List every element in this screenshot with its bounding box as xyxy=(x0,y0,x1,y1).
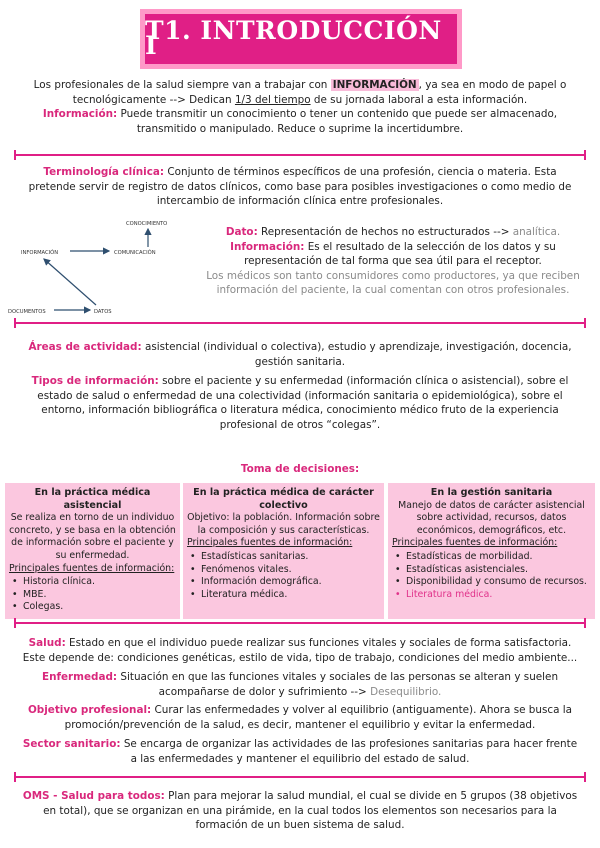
title-banner xyxy=(140,9,462,69)
node-conocimiento: CONOCIMIENTO xyxy=(126,221,168,227)
node-comunicacion: COMUNICACIÓN xyxy=(114,250,156,256)
divider xyxy=(14,618,586,628)
list-item: • Literatura médica. xyxy=(392,589,591,602)
tipos-section: Tipos de información: sobre el paciente y su enfermedad (información clínica o asistencial), sobre el estado de salud o enfermedad de una colectividad (información sanitaria o epidemiológica), sobre el entorno, información bibliográfica o literatura médica, conocimiento médico fruto de la experiencia profesional de otros “colegas”. xyxy=(31,375,569,431)
divider xyxy=(14,150,586,160)
oms-section: OMS - Salud para todos: Plan para mejorar la salud mundial, el cual se divide en 5 grupos (38 objetivos en total), que se organizan en una pirámide, en la cual todos los elementos son necesarios para la formación de un buen sistema de salud. xyxy=(22,790,578,832)
list-item: • MBE. xyxy=(9,589,176,602)
decision-column-asistencial: En la práctica médica asistencial Se realiza en torno de un individuo concreto, y se basa en la obtención de información sobre el paciente y su enfermedad. Principales fuentes de información: • Historia clínica. • MBE. • Colegas. xyxy=(5,483,180,619)
information-diagram xyxy=(6,217,201,317)
node-datos: DATOS xyxy=(94,309,112,315)
terminologia-section: Terminología clínica: Conjunto de términos específicos de una profesión, ciencia o materia. Esta pretende servir de registro de datos clínicos, como base para posibles investigaciones o como medio de intercambio de información clínica entre profesionales. xyxy=(28,166,572,208)
list-item: • Fenómenos vitales. xyxy=(187,564,380,577)
arrow-diagonal xyxy=(44,259,96,305)
divider xyxy=(14,318,586,328)
informacion-def-2: transmitido o manipulado. Reduce o suprime la incertidumbre. xyxy=(136,122,464,135)
sector-section: Sector sanitario: Se encarga de organizar las actividades de las profesiones sanitarias para hacer frente a las enfermedades y mantener el equilibrio del estado de salud. xyxy=(22,738,578,765)
areas-section: Áreas de actividad: asistencial (individual o colectiva), estudio y aprendizaje, investigación, docencia, gestión sanitaria. xyxy=(28,341,572,368)
decision-column-gestion: En la gestión sanitaria Manejo de datos de carácter asistencial sobre actividad, recursos, datos económicos, demográficos, etc. Principales fuentes de información: • Estadísticas de morbilidad. • Estadísticas asistenciales. • Disponibilidad y consumo de recursos. • Literatura médica. xyxy=(388,483,595,619)
list-item: • Estadísticas de morbilidad. xyxy=(392,551,591,564)
definitions-section: Dato: Representación de hechos no estructurados --> analítica. Información: Es el resultado de la selección de los datos y su representación de tal forma que sea útil para el receptor. Los médicos son tanto consumidores como productores, ya que reciben información del paciente, la cual comentan con otros profesionales. xyxy=(206,226,580,297)
decisiones-heading: Toma de decisiones: xyxy=(240,463,360,475)
node-informacion: INFORMACIÓN xyxy=(21,250,59,256)
intro-section xyxy=(4,78,596,136)
node-documentos: DOCUMENTOS xyxy=(8,309,46,315)
enfermedad-section: Enfermedad: Situación en que las funciones vitales y sociales de las personas se alteran y suelen acompañarse de dolor y sufrimiento --> Desequilibrio. xyxy=(41,671,559,698)
list-item: • Literatura médica. xyxy=(187,589,380,602)
intro-line-1: Los profesionales de la salud siempre van a trabajar con INFORMACIÓN , ya sea en modo de papel o xyxy=(33,79,567,91)
list-item: • Información demográfica. xyxy=(187,576,380,589)
intro-line-2: tecnológicamente --> Dedican 1/3 del tiempo de su jornada laboral a esta información. xyxy=(72,93,528,106)
highlight-informacion: INFORMACIÓN xyxy=(332,79,417,91)
list-item: • Estadísticas asistenciales. xyxy=(392,564,591,577)
list-item: • Historia clínica. xyxy=(9,576,176,589)
decision-column-colectivo: En la práctica médica de carácter colectivo Objetivo: la población. Información sobre la composición y sus características. Principales fuentes de información: • Estadísticas sanitarias. • Fenómenos vitales. • Información demográfica. • Literatura médica. xyxy=(183,483,384,619)
page-title: T1. INTRODUCCIÓN I xyxy=(145,14,457,64)
informacion-def: Información: Puede transmitir un conocimiento o tener un contenido que puede ser almacenado, xyxy=(42,108,558,121)
salud-section: Salud: Estado en que el individuo puede realizar sus funciones vitales y sociales de forma satisfactoria. Este depende de: condiciones genéticas, estilo de vida, tipo de trabajo, condiciones del medio ambiente... xyxy=(22,637,578,664)
divider xyxy=(14,772,586,782)
list-item: • Colegas. xyxy=(9,601,176,614)
underline-time: 1/3 del tiempo xyxy=(234,93,311,106)
list-item: • Estadísticas sanitarias. xyxy=(187,551,380,564)
list-item: • Disponibilidad y consumo de recursos. xyxy=(392,576,591,589)
objetivo-section: Objetivo profesional: Curar las enfermedades y volver al equilibrio (antiguamente). Ahora se busca la promoción/prevención de la salud, es decir, mantener el equilibrio y evitar la enfermedad. xyxy=(27,704,573,731)
